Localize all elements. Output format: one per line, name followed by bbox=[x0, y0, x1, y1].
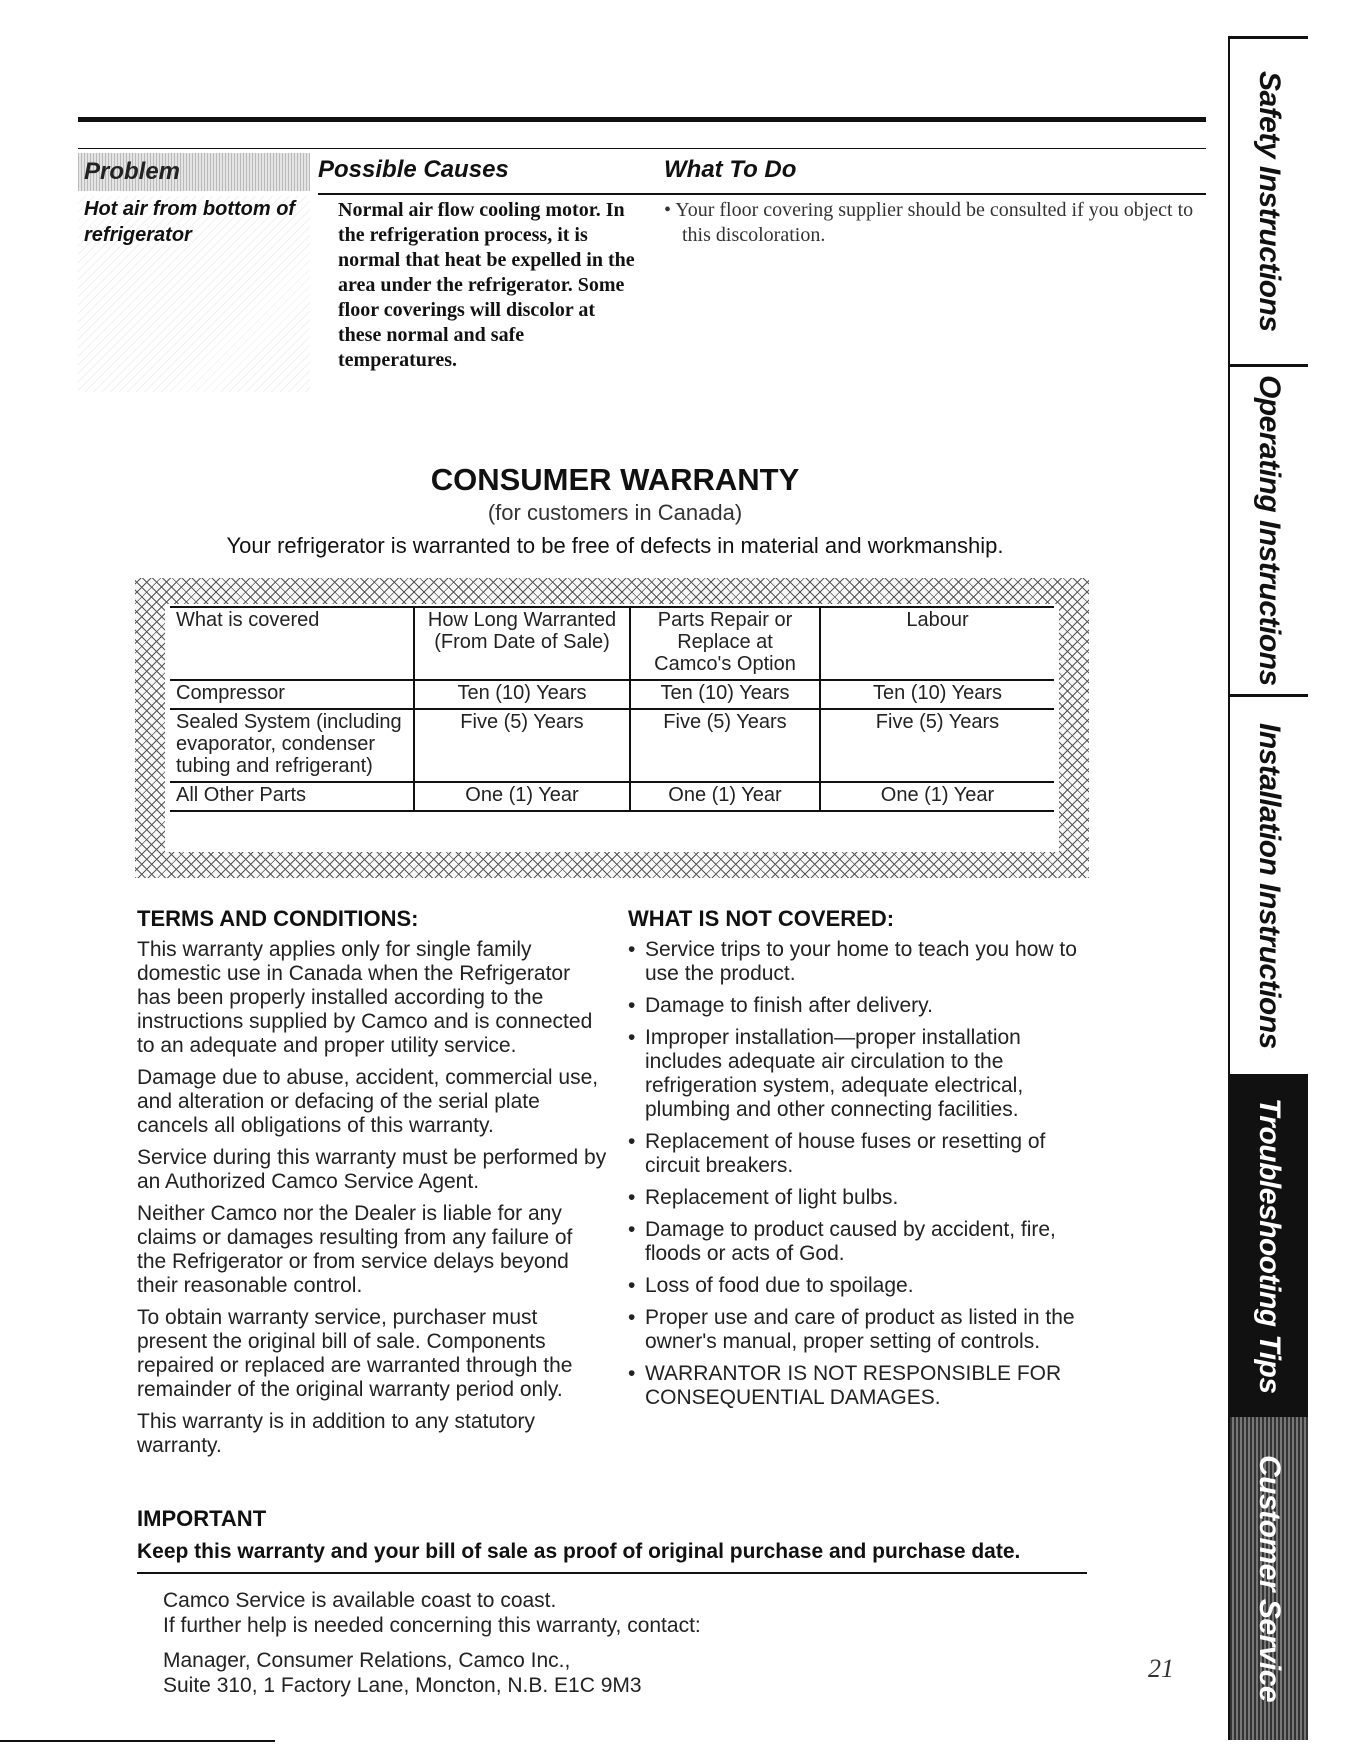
cell-labour: Five (5) Years bbox=[820, 709, 1054, 782]
header-how-long: How Long Warranted (From Date of Sale) bbox=[414, 607, 630, 680]
terms-paragraph: To obtain warranty service, purchaser must present the original bill of sale. Components repaired or replaced are warranted through the remainder of the original warranty period only. bbox=[137, 1306, 573, 1401]
header-rule bbox=[78, 148, 1206, 149]
not-covered-list bbox=[628, 938, 1098, 1418]
tab-installation-instructions[interactable] bbox=[1228, 694, 1308, 1074]
table-row bbox=[170, 680, 1054, 709]
section-tabs bbox=[1228, 36, 1308, 1740]
todo-text: • Your floor covering supplier should be consulted if you object to this discoloration. bbox=[664, 199, 1194, 246]
header-labour: Labour bbox=[820, 607, 1054, 680]
list-item: • Proper use and care of product as listed in the owner's manual, proper setting of controls. bbox=[628, 1306, 1098, 1354]
cell-parts: One (1) Year bbox=[630, 782, 820, 811]
not-covered-heading: WHAT IS NOT COVERED: bbox=[628, 906, 895, 931]
cell-duration: One (1) Year bbox=[414, 782, 630, 811]
page-number: 21 bbox=[1148, 1654, 1174, 1683]
tab-label: Troubleshooting Tips bbox=[1253, 1097, 1286, 1394]
todo-column-header: What To Do bbox=[664, 156, 797, 183]
tab-label: Customer Service bbox=[1253, 1454, 1286, 1703]
table-row bbox=[170, 782, 1054, 811]
table-row bbox=[170, 709, 1054, 782]
list-item: • Replacement of light bulbs. bbox=[628, 1186, 1098, 1210]
service-line: If further help is needed concerning this warranty, contact: bbox=[163, 1614, 701, 1637]
top-rule bbox=[78, 117, 1206, 122]
cell-parts: Ten (10) Years bbox=[630, 680, 820, 709]
terms-heading: TERMS AND CONDITIONS: bbox=[137, 906, 419, 931]
header-underline bbox=[318, 193, 1206, 195]
causes-column-header: Possible Causes bbox=[318, 156, 509, 183]
terms-paragraph: Neither Camco nor the Dealer is liable for any claims or damages resulting from any failure of the Refrigerator or from service delays beyond their reasonable control. bbox=[137, 1202, 573, 1297]
tab-label: Operating Instructions bbox=[1253, 375, 1286, 686]
list-item: • Loss of food due to spoilage. bbox=[628, 1274, 1098, 1298]
tab-troubleshooting-tips[interactable] bbox=[1228, 1074, 1308, 1414]
terms-paragraph: This warranty is in addition to any statutory warranty. bbox=[137, 1410, 536, 1457]
bottom-rule bbox=[0, 1740, 275, 1742]
cell-labour: One (1) Year bbox=[820, 782, 1054, 811]
warranty-intro: Your refrigerator is warranted to be free of defects in material and workmanship. bbox=[226, 533, 1004, 558]
important-heading: IMPORTANT bbox=[137, 1506, 267, 1531]
table-header-row bbox=[170, 607, 1054, 680]
list-item: • WARRANTOR IS NOT RESPONSIBLE FOR CONSEQUENTIAL DAMAGES. bbox=[628, 1362, 1098, 1410]
header-what-covered: What is covered bbox=[170, 607, 414, 680]
problem-column-header: Problem bbox=[78, 153, 310, 191]
warranty-title: CONSUMER WARRANTY bbox=[430, 462, 800, 497]
service-line: Manager, Consumer Relations, Camco Inc., bbox=[163, 1649, 571, 1672]
cell-item: Compressor bbox=[170, 680, 414, 709]
warranty-table bbox=[170, 606, 1054, 812]
service-contact bbox=[163, 1588, 963, 1698]
service-line: Suite 310, 1 Factory Lane, Moncton, N.B. E1C 9M3 bbox=[163, 1674, 642, 1697]
problem-text: Hot air from bottom of refrigerator bbox=[84, 198, 296, 246]
service-line: Camco Service is available coast to coast. bbox=[163, 1589, 557, 1612]
causes-text: Normal air flow cooling motor. In the refrigeration process, it is normal that heat be expelled in the area under the refrigerator. Some floor coverings will discolor at these normal and safe temperatures. bbox=[338, 199, 635, 371]
cell-item: Sealed System (including evaporator, condenser tubing and refrigerant) bbox=[170, 709, 414, 782]
list-item: • Improper installation—proper installation includes adequate air circulation to the refrigeration system, adequate electrical, plumbing and other connecting facilities. bbox=[628, 1026, 1098, 1122]
tab-label: Safety Instructions bbox=[1253, 71, 1286, 332]
terms-paragraph: Service during this warranty must be performed by an Authorized Camco Service Agent. bbox=[137, 1146, 607, 1193]
terms-paragraph: This warranty applies only for single family domestic use in Canada when the Refrigerator has been properly installed according to the instructions supplied by Camco and is connected to an adequate and proper utility service. bbox=[137, 938, 593, 1057]
terms-paragraph: Damage due to abuse, accident, commercial use, and alteration or defacing of the serial plate cancels all obligations of this warranty. bbox=[137, 1066, 599, 1137]
tab-safety-instructions[interactable] bbox=[1228, 36, 1308, 364]
cell-duration: Ten (10) Years bbox=[414, 680, 630, 709]
tab-customer-service[interactable] bbox=[1228, 1414, 1308, 1740]
list-item: • Damage to finish after delivery. bbox=[628, 994, 1098, 1018]
important-rule bbox=[137, 1572, 1087, 1574]
list-item: • Damage to product caused by accident, fire, floods or acts of God. bbox=[628, 1218, 1098, 1266]
warranty-subtitle: (for customers in Canada) bbox=[487, 500, 743, 525]
cell-parts: Five (5) Years bbox=[630, 709, 820, 782]
important-text: Keep this warranty and your bill of sale as proof of original purchase and purchase date. bbox=[137, 1540, 1021, 1563]
cell-item: All Other Parts bbox=[170, 782, 414, 811]
list-item: • Service trips to your home to teach you how to use the product. bbox=[628, 938, 1098, 986]
list-item: • Replacement of house fuses or resetting of circuit breakers. bbox=[628, 1130, 1098, 1178]
tab-label: Installation Instructions bbox=[1253, 722, 1286, 1049]
cell-labour: Ten (10) Years bbox=[820, 680, 1054, 709]
terms-body bbox=[137, 938, 607, 1466]
header-parts: Parts Repair or Replace at Camco's Option bbox=[630, 607, 820, 680]
tab-operating-instructions[interactable] bbox=[1228, 364, 1308, 694]
cell-duration: Five (5) Years bbox=[414, 709, 630, 782]
